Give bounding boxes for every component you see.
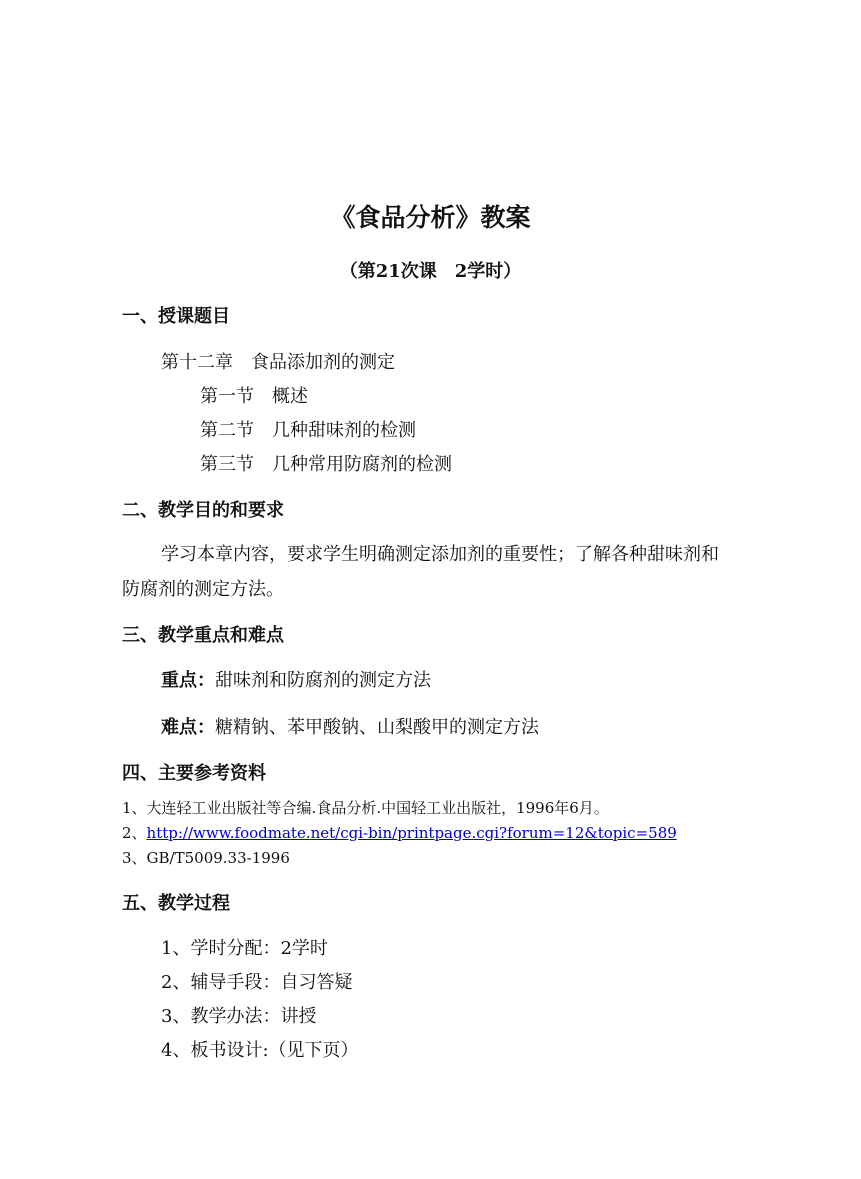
process-item: 1、学时分配：2学时 (161, 938, 328, 959)
objectives-line-1: 学习本章内容，要求学生明确测定添加剂的重要性；了解各种甜味剂和 (161, 544, 719, 565)
reference-1: 1、大连轻工业出版社等合编.食品分析.中国轻工业出版社，1996年6月。 (122, 799, 609, 817)
section-item: 第一节 概述 (200, 386, 308, 407)
document-title: 《食品分析》教案 (330, 203, 531, 232)
process-item: 2、辅导手段：自习答疑 (161, 972, 353, 993)
section-heading-objectives: 二、教学目的和要求 (122, 500, 284, 521)
section-heading-process: 五、教学过程 (122, 893, 230, 914)
section-heading-topic: 一、授课题目 (122, 306, 230, 327)
reference-2-prefix: 2、 (122, 824, 147, 842)
process-item: 4、板书设计:（见下页） (161, 1040, 359, 1061)
section-item: 第三节 几种常用防腐剂的检测 (200, 454, 452, 475)
key-point-text: 甜味剂和防腐剂的测定方法 (215, 670, 431, 691)
difficulty-line (161, 713, 539, 739)
reference-3: 3、GB/T5009.33-1996 (122, 849, 290, 867)
section-heading-key-points: 三、教学重点和难点 (122, 625, 284, 646)
reference-link[interactable]: http://www.foodmate.net/cgi-bin/printpage.cgi?forum=12&topic=589 (146, 824, 677, 842)
difficulty-text: 糖精钠、苯甲酸钠、山梨酸甲的测定方法 (215, 717, 539, 738)
section-heading-references: 四、主要参考资料 (122, 763, 266, 784)
reference-2 (122, 822, 677, 843)
key-point-label: 重点： (161, 670, 215, 691)
key-point-line (161, 666, 431, 692)
section-item: 第二节 几种甜味剂的检测 (200, 420, 416, 441)
document-subtitle: （第21次课 2学时） (339, 261, 522, 282)
chapter-title: 第十二章 食品添加剂的测定 (161, 352, 395, 373)
objectives-line-2: 防腐剂的测定方法。 (122, 579, 284, 600)
process-item: 3、教学办法：讲授 (161, 1006, 317, 1027)
difficulty-label: 难点： (161, 717, 215, 738)
